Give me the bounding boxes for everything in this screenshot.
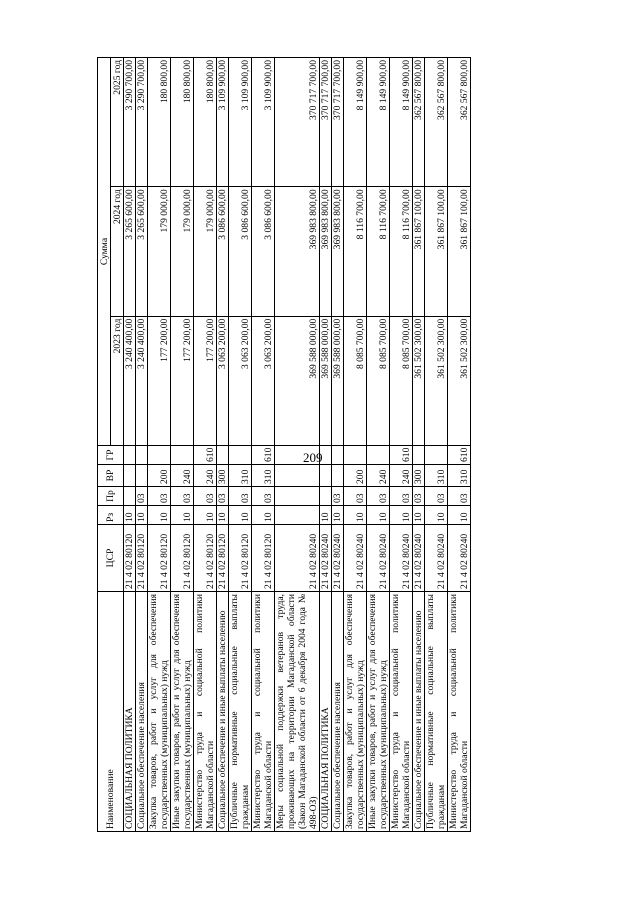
header-2023: 2023 год	[111, 316, 124, 445]
cell-rz: 10	[252, 506, 275, 525]
cell-csr: 21 4 02 80240	[275, 525, 320, 592]
cell-2024: 179 000,00	[171, 187, 194, 316]
cell-2025: 370 717 700,00	[332, 58, 344, 187]
cell-csr: 21 4 02 80120	[124, 525, 136, 592]
cell-gr	[124, 446, 136, 465]
cell-name: Социальное обеспечение и иные выплаты населению	[413, 592, 425, 832]
cell-2023: 177 200,00	[171, 316, 194, 445]
cell-2024: 3 265 600,00	[136, 187, 148, 316]
cell-pr	[320, 487, 332, 506]
cell-csr: 21 4 02 80120	[136, 525, 148, 592]
cell-pr: 03	[367, 487, 390, 506]
cell-pr	[124, 487, 136, 506]
cell-pr: 03	[136, 487, 148, 506]
cell-vr: 200	[344, 465, 367, 487]
cell-2023: 3 240 400,00	[124, 316, 136, 445]
cell-2024: 8 116 700,00	[344, 187, 367, 316]
cell-2023: 8 085 700,00	[344, 316, 367, 445]
cell-pr: 03	[344, 487, 367, 506]
cell-vr: 310	[425, 465, 448, 487]
table-row	[344, 58, 367, 832]
table-row	[124, 58, 136, 832]
header-pr: Пр	[98, 487, 124, 506]
cell-gr: 610	[252, 446, 275, 465]
cell-gr	[275, 446, 320, 465]
cell-name: Министерство труда и социальной политики Магаданской области	[194, 592, 217, 832]
cell-2025: 8 149 900,00	[390, 58, 413, 187]
cell-2025: 180 800,00	[148, 58, 171, 187]
table-row	[413, 58, 425, 832]
cell-2023: 3 063 200,00	[252, 316, 275, 445]
cell-rz: 10	[448, 506, 471, 525]
cell-rz: 10	[148, 506, 171, 525]
table-row	[448, 58, 471, 832]
cell-name: Публичные нормативные социальные выплаты гражданам	[425, 592, 448, 832]
cell-pr: 03	[332, 487, 344, 506]
table-row	[229, 58, 252, 832]
table-row	[332, 58, 344, 832]
cell-vr	[332, 465, 344, 487]
table-row	[320, 58, 332, 832]
cell-rz: 10	[320, 506, 332, 525]
cell-2023: 3 240 400,00	[136, 316, 148, 445]
cell-name: Министерство труда и социальной политики Магаданской области	[448, 592, 471, 832]
page-number-text: 209	[303, 450, 323, 465]
cell-gr	[425, 446, 448, 465]
cell-pr: 03	[171, 487, 194, 506]
cell-pr: 03	[148, 487, 171, 506]
cell-2025: 362 567 800,00	[413, 58, 425, 187]
cell-2025: 3 290 700,00	[124, 58, 136, 187]
cell-vr: 240	[390, 465, 413, 487]
table-row	[367, 58, 390, 832]
table-body	[124, 58, 471, 832]
cell-pr	[275, 487, 320, 506]
cell-gr	[217, 446, 229, 465]
cell-gr	[344, 446, 367, 465]
cell-2024: 361 867 100,00	[425, 187, 448, 316]
cell-2025: 8 149 900,00	[344, 58, 367, 187]
cell-name: Закупка товаров, работ и услуг для обеспечения государственных (муниципальных) нужд	[148, 592, 171, 832]
cell-gr: 610	[194, 446, 217, 465]
cell-2023: 369 588 000,00	[275, 316, 320, 445]
cell-name: Социальное обеспечение населения	[332, 592, 344, 832]
cell-2024: 369 983 800,00	[320, 187, 332, 316]
cell-2024: 361 867 100,00	[413, 187, 425, 316]
cell-name: Закупка товаров, работ и услуг для обеспечения государственных (муниципальных) нужд	[344, 592, 367, 832]
cell-rz: 10	[229, 506, 252, 525]
cell-csr: 21 4 02 80120	[148, 525, 171, 592]
cell-csr: 21 4 02 80240	[413, 525, 425, 592]
cell-rz: 10	[413, 506, 425, 525]
cell-name: СОЦИАЛЬНАЯ ПОЛИТИКА	[320, 592, 332, 832]
cell-gr: 610	[390, 446, 413, 465]
cell-vr: 310	[252, 465, 275, 487]
header-2024: 2024 год	[111, 187, 124, 316]
cell-csr: 21 4 02 80120	[217, 525, 229, 592]
cell-pr: 03	[390, 487, 413, 506]
cell-name: Социальное обеспечение и иные выплаты населению	[217, 592, 229, 832]
cell-rz: 10	[217, 506, 229, 525]
cell-2025: 362 567 800,00	[448, 58, 471, 187]
header-name: Наименование	[98, 592, 124, 832]
cell-pr: 03	[448, 487, 471, 506]
cell-2024: 8 116 700,00	[367, 187, 390, 316]
cell-csr: 21 4 02 80240	[367, 525, 390, 592]
cell-name: Министерство труда и социальной политики Магаданской области	[390, 592, 413, 832]
cell-gr	[229, 446, 252, 465]
cell-name: Публичные нормативные социальные выплаты гражданам	[229, 592, 252, 832]
cell-vr	[320, 465, 332, 487]
cell-gr	[148, 446, 171, 465]
cell-2023: 361 502 300,00	[448, 316, 471, 445]
cell-pr: 03	[194, 487, 217, 506]
cell-rz: 10	[390, 506, 413, 525]
cell-gr	[413, 446, 425, 465]
cell-rz: 10	[171, 506, 194, 525]
cell-vr: 240	[194, 465, 217, 487]
cell-2023: 8 085 700,00	[367, 316, 390, 445]
cell-name: Иные закупки товаров, работ и услуг для обеспечения государственных (муниципальных) нужд	[171, 592, 194, 832]
budget-table	[97, 57, 471, 832]
cell-name: Меры социальной поддержки ветеранов труда, проживающих на территории Магаданской области (Закон Магаданской области от 6 декабря 2004 года № 498-ОЗ)	[275, 592, 320, 832]
cell-csr: 21 4 02 80240	[390, 525, 413, 592]
cell-2023: 8 085 700,00	[390, 316, 413, 445]
cell-2024: 3 086 600,00	[252, 187, 275, 316]
cell-2023: 177 200,00	[148, 316, 171, 445]
cell-name: Социальное обеспечение населения	[136, 592, 148, 832]
cell-2025: 3 109 900,00	[229, 58, 252, 187]
cell-vr	[136, 465, 148, 487]
header-vr: ВР	[98, 465, 124, 487]
cell-2025: 370 717 700,00	[320, 58, 332, 187]
cell-2024: 179 000,00	[148, 187, 171, 316]
cell-2024: 369 983 800,00	[332, 187, 344, 316]
cell-rz: 10	[367, 506, 390, 525]
header-2025: 2025 год	[111, 58, 124, 187]
cell-vr: 310	[448, 465, 471, 487]
table-row	[136, 58, 148, 832]
cell-2025: 180 800,00	[194, 58, 217, 187]
cell-2023: 361 502 300,00	[413, 316, 425, 445]
cell-csr: 21 4 02 80240	[320, 525, 332, 592]
cell-2023: 369 588 000,00	[320, 316, 332, 445]
cell-vr: 200	[148, 465, 171, 487]
cell-pr: 03	[229, 487, 252, 506]
table-row	[390, 58, 413, 832]
cell-name: Иные закупки товаров, работ и услуг для обеспечения государственных (муниципальных) нужд	[367, 592, 390, 832]
cell-rz	[275, 506, 320, 525]
cell-2024: 369 983 800,00	[275, 187, 320, 316]
cell-rz: 10	[344, 506, 367, 525]
header-csr: ЦСР	[98, 525, 124, 592]
cell-pr: 03	[425, 487, 448, 506]
cell-gr	[320, 446, 332, 465]
cell-2024: 3 086 600,00	[217, 187, 229, 316]
cell-2025: 3 290 700,00	[136, 58, 148, 187]
table-header	[98, 58, 124, 832]
cell-csr: 21 4 02 80120	[252, 525, 275, 592]
cell-gr	[367, 446, 390, 465]
cell-rz: 10	[136, 506, 148, 525]
cell-2024: 179 000,00	[194, 187, 217, 316]
header-rz: Рз	[98, 506, 124, 525]
cell-vr: 240	[367, 465, 390, 487]
cell-2024: 361 867 100,00	[448, 187, 471, 316]
cell-gr	[171, 446, 194, 465]
cell-2025: 370 717 700,00	[275, 58, 320, 187]
table-row	[275, 58, 320, 832]
cell-csr: 21 4 02 80240	[344, 525, 367, 592]
cell-name: Министерство труда и социальной политики Магаданской области	[252, 592, 275, 832]
cell-2025: 3 109 900,00	[252, 58, 275, 187]
cell-csr: 21 4 02 80240	[425, 525, 448, 592]
cell-2025: 362 567 800,00	[425, 58, 448, 187]
budget-table-sheet	[97, 57, 632, 832]
cell-vr: 310	[229, 465, 252, 487]
cell-2025: 3 109 900,00	[217, 58, 229, 187]
cell-rz: 10	[124, 506, 136, 525]
cell-rz: 10	[425, 506, 448, 525]
table-row	[194, 58, 217, 832]
cell-2024: 3 265 600,00	[124, 187, 136, 316]
cell-rz: 10	[332, 506, 344, 525]
cell-pr: 03	[413, 487, 425, 506]
cell-csr: 21 4 02 80120	[171, 525, 194, 592]
cell-vr	[275, 465, 320, 487]
cell-csr: 21 4 02 80120	[229, 525, 252, 592]
cell-csr: 21 4 02 80240	[332, 525, 344, 592]
table-row	[425, 58, 448, 832]
cell-2023: 369 588 000,00	[332, 316, 344, 445]
cell-vr	[124, 465, 136, 487]
cell-vr: 240	[171, 465, 194, 487]
cell-2024: 3 086 600,00	[229, 187, 252, 316]
cell-gr: 610	[448, 446, 471, 465]
cell-pr: 03	[252, 487, 275, 506]
cell-2025: 180 800,00	[171, 58, 194, 187]
cell-rz: 10	[194, 506, 217, 525]
table-row	[252, 58, 275, 832]
cell-csr: 21 4 02 80240	[448, 525, 471, 592]
cell-vr: 300	[217, 465, 229, 487]
cell-2023: 3 063 200,00	[217, 316, 229, 445]
cell-csr: 21 4 02 80120	[194, 525, 217, 592]
cell-gr	[332, 446, 344, 465]
header-sum: Сумма	[98, 58, 111, 446]
cell-vr: 300	[413, 465, 425, 487]
cell-2023: 177 200,00	[194, 316, 217, 445]
cell-2024: 8 116 700,00	[390, 187, 413, 316]
table-row	[217, 58, 229, 832]
cell-2023: 3 063 200,00	[229, 316, 252, 445]
cell-name: СОЦИАЛЬНАЯ ПОЛИТИКА	[124, 592, 136, 832]
header-gr: ГР	[98, 446, 124, 465]
cell-2023: 361 502 300,00	[425, 316, 448, 445]
cell-gr	[136, 446, 148, 465]
table-row	[171, 58, 194, 832]
table-row	[148, 58, 171, 832]
cell-2025: 8 149 900,00	[367, 58, 390, 187]
cell-pr: 03	[217, 487, 229, 506]
